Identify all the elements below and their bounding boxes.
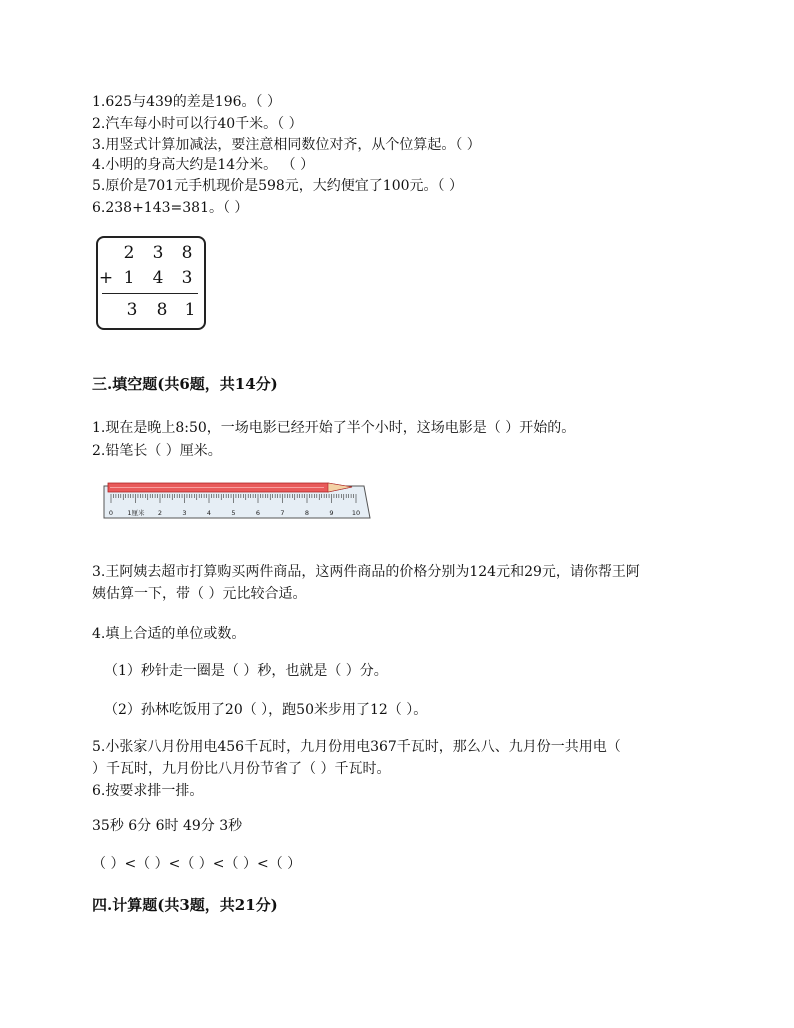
calc-digit: 8 <box>156 300 168 320</box>
calc-digit: 3 <box>126 300 138 320</box>
fill-question-3-line1: 3.王阿姨去超市打算购买两件商品，这两件商品的价格分别为124元和29元，请你帮王阿 <box>92 564 640 580</box>
calc-plus-sign: + <box>98 268 114 288</box>
fill-question-6-items: 35秒 6分 6时 49分 3秒 <box>92 818 243 834</box>
calc-addend-2 <box>98 268 204 292</box>
judgement-question-1: 1.625与439的差是196。（ ） <box>92 94 281 110</box>
calc-digit: 4 <box>152 268 164 288</box>
calc-digit: 8 <box>181 243 193 263</box>
ruler-label-3: 3 <box>182 509 187 517</box>
ruler-label-2: 2 <box>157 509 163 517</box>
calc-addend-1 <box>98 243 204 267</box>
ruler-label-7: 7 <box>280 509 285 517</box>
ruler-label-4: 4 <box>206 509 212 517</box>
calc-result <box>98 300 204 324</box>
section-title-fill-blank: 三.填空题(共6题，共14分) <box>92 375 278 393</box>
ruler-label-9: 9 <box>329 509 334 517</box>
ruler-label-10: 10 <box>351 509 361 517</box>
calc-underline <box>102 293 198 294</box>
fill-question-1: 1.现在是晚上8:50，一场电影已经开始了半个小时，这场电影是（ ）开始的。 <box>92 420 576 436</box>
judgement-question-5: 5.原价是701元手机现价是598元，大约便宜了100元。（ ） <box>92 178 463 194</box>
fill-question-6-order: （ ）<（ ）<（ ）<（ ）<（ ） <box>92 856 302 872</box>
judgement-question-3: 3.用竖式计算加减法，要注意相同数位对齐，从个位算起。（ ） <box>92 137 481 153</box>
ruler-label-8: 8 <box>304 509 310 517</box>
calc-digit: 1 <box>184 300 196 320</box>
judgement-question-4: 4.小明的身高大约是14分米。 （ ） <box>92 157 315 173</box>
judgement-question-6: 6.238+143=381。（ ） <box>92 200 249 216</box>
fill-question-4-part1: （1）秒针走一圈是（ ）秒，也就是（ ）分。 <box>104 663 388 679</box>
fill-question-2: 2.铅笔长（ ）厘米。 <box>92 443 222 459</box>
ruler-with-pencil-image <box>102 478 372 524</box>
calc-digit: 1 <box>123 268 135 288</box>
judgement-question-2: 2.汽车每小时可以行40千米。（ ） <box>92 116 303 132</box>
ruler-label-5: 5 <box>231 509 236 517</box>
ruler-label-1: 1厘米 <box>127 509 145 517</box>
calc-digit: 3 <box>152 243 164 263</box>
calc-digit: 3 <box>181 268 193 288</box>
calc-digit: 2 <box>123 243 135 263</box>
ruler-label-0: 0 <box>108 509 114 517</box>
section-title-calculation: 四.计算题(共3题，共21分) <box>92 896 278 914</box>
fill-question-4-part2: （2）孙林吃饭用了20（ ），跑50米步用了12（ ）。 <box>104 702 428 718</box>
fill-question-5-line2: ）千瓦时，九月份比八月份节省了（ ）千瓦时。 <box>92 761 391 777</box>
fill-question-5-line1: 5.小张家八月份用电456千瓦时，九月份用电367千瓦时，那么八、九月份一共用电（ <box>92 739 621 755</box>
fill-question-3-line2: 姨估算一下，带（ ）元比较合适。 <box>92 586 307 602</box>
ruler-label-6: 6 <box>255 509 261 517</box>
fill-question-4: 4.填上合适的单位或数。 <box>92 626 246 642</box>
fill-question-6: 6.按要求排一排。 <box>92 783 204 799</box>
vertical-calculation <box>96 236 206 330</box>
